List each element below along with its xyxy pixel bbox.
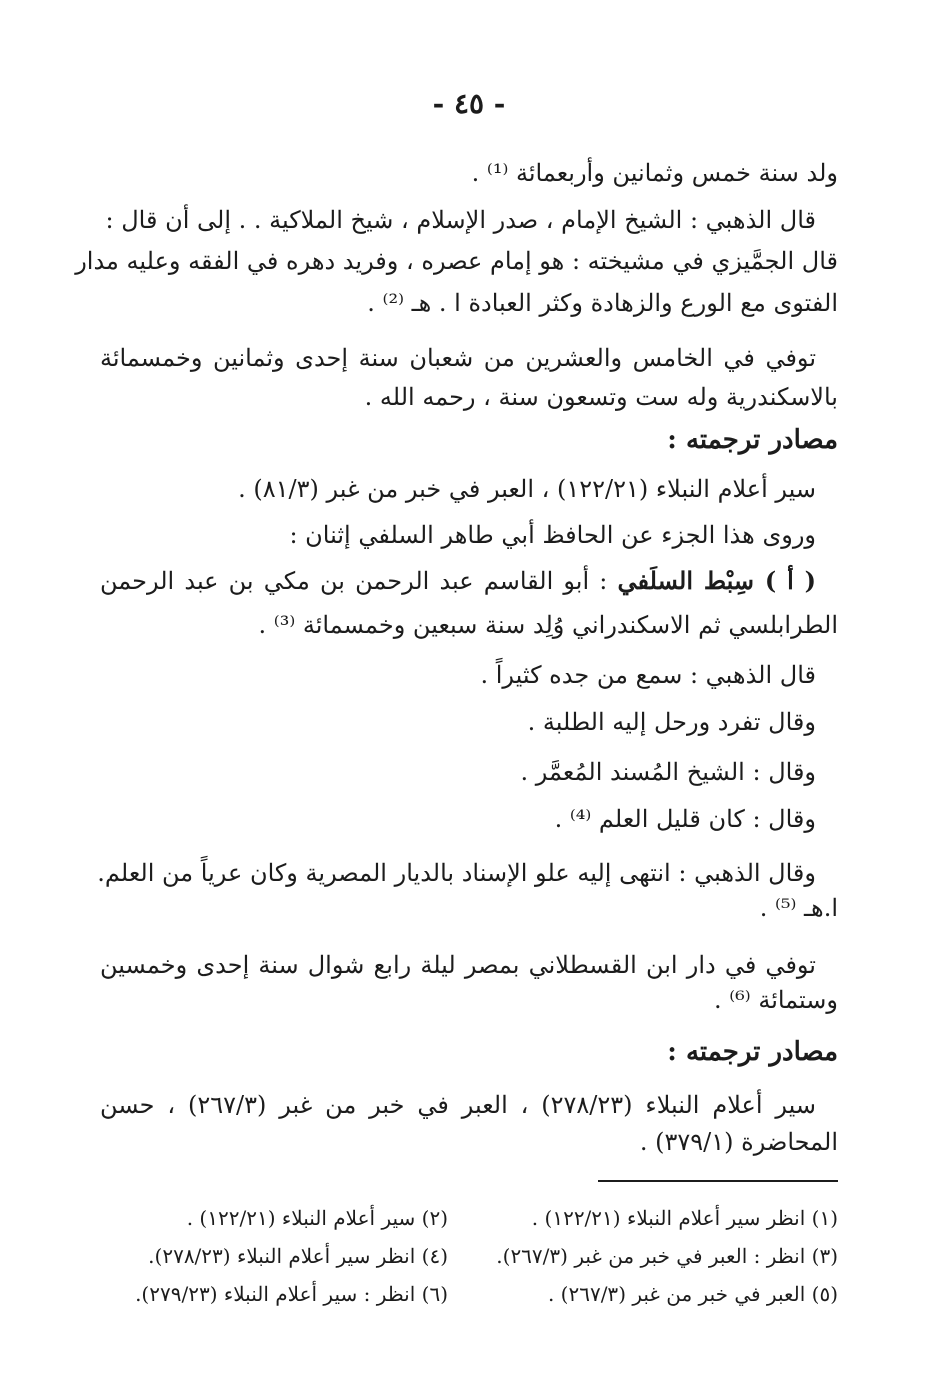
footnote: (٦) انظر : سير أعلام النبلاء (٢٧٩/٢٣).	[135, 1282, 448, 1306]
text-line: المحاضرة (٣٧٩/١) .	[639, 1128, 838, 1156]
text-line: وروى هذا الجزء عن الحافظ أبي طاهر السلفي إثنان :	[289, 521, 816, 549]
footnote: (٥) العبر في خبر من غبر (٢٦٧/٣) .	[547, 1282, 838, 1306]
footnote: (٣) انظر : العبر في خبر من غبر (٢٦٧/٣).	[496, 1244, 838, 1268]
text-line: قال الذهبي : سمع من جده كثيراً .	[480, 661, 816, 689]
text-line: سير أعلام النبلاء (٢٧٨/٢٣) ، العبر في خبر من غبر (٢٦٧/٣) ، حسن	[100, 1091, 816, 1119]
text-line: وقال : كان قليل العلم ⁽⁴⁾ .	[554, 805, 816, 833]
section-heading: مصادر ترجمته :	[667, 1037, 838, 1067]
person-name: ( أ ) سِبْط السلَفي	[617, 566, 817, 595]
footnote-separator	[598, 1180, 838, 1182]
text-line: وقال الذهبي : انتهى إليه علو الإسناد بالديار المصرية وكان عرياً من العلم.	[97, 859, 816, 887]
text-line: وقال تفرد ورحل إليه الطلبة .	[527, 708, 816, 736]
person-description: : أبو القاسم عبد الرحمن بن مكي بن عبد الرحمن	[100, 567, 618, 595]
text-line: ولد سنة خمس وثمانين وأربعمائة ⁽¹⁾ .	[471, 159, 838, 187]
text-line: الطرابلسي ثم الاسكندراني وُلِد سنة سبعين وخمسمائة ⁽³⁾ .	[258, 611, 838, 639]
footnote: (٢) سير أعلام النبلاء (١٢٢/٢١) .	[186, 1206, 448, 1230]
footnote: (١) انظر سير أعلام النبلاء (١٢٢/٢١) .	[531, 1206, 838, 1230]
text-line: وقال : الشيخ المُسند المُعمَّر .	[520, 758, 816, 786]
text-line: وستمائة ⁽⁶⁾ .	[714, 986, 838, 1014]
text-line: توفي في الخامس والعشرين من شعبان سنة إحدى وثمانين وخمسمائة	[100, 344, 816, 372]
text-line: الفتوى مع الورع والزهادة وكثر العبادة ا . هـ ⁽²⁾ .	[367, 289, 838, 317]
footnote: (٤) انظر سير أعلام النبلاء (٢٧٨/٢٣).	[148, 1244, 448, 1268]
page-number: - ٤٥ -	[432, 87, 506, 120]
text-line: توفي في دار ابن القسطلاني بمصر ليلة رابع شوال سنة إحدى وخمسين	[100, 951, 816, 979]
text-line: بالاسكندرية وله ست وتسعون سنة ، رحمه الله .	[364, 383, 838, 411]
text-line: سير أعلام النبلاء (١٢٢/٢١) ، العبر في خبر من غبر (٨١/٣) .	[238, 475, 816, 503]
text-line: ا.هـ ⁽⁵⁾ .	[759, 894, 838, 922]
section-heading: مصادر ترجمته :	[667, 425, 838, 455]
text-line	[100, 566, 816, 596]
text-line: قال الذهبي : الشيخ الإمام ، صدر الإسلام ، شيخ الملاكية . . إلى أن قال :	[105, 206, 816, 234]
text-line: قال الجمَّيزي في مشيخته : هو إمام عصره ، وفريد دهره في الفقه وعليه مدار	[75, 247, 838, 275]
